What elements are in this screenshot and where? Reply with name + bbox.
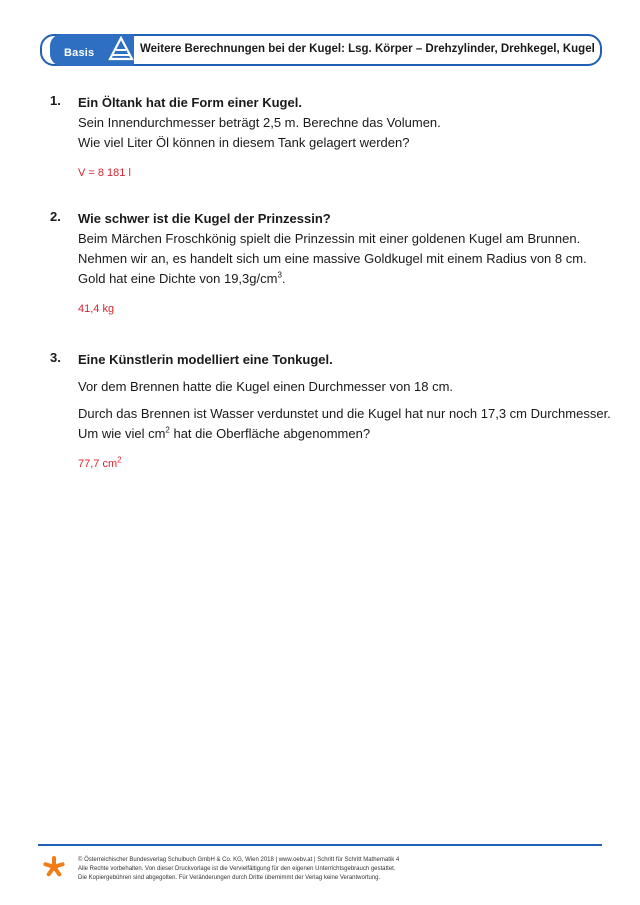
task-line: Beim Märchen Froschkönig spielt die Prinzessin mit einer goldenen Kugel am Brunnen.: [78, 231, 581, 246]
task-line: Sein Innendurchmesser beträgt 2,5 m. Berechne das Volumen.: [78, 115, 441, 130]
task-line: Wie viel Liter Öl können in diesem Tank gelagert werden?: [78, 135, 410, 150]
badge-label: Basis: [64, 47, 95, 59]
footer-copyright: [78, 856, 399, 883]
answer-text: 41,4 kg: [78, 303, 115, 315]
header-bar: [40, 34, 602, 66]
level-badge: [50, 34, 134, 66]
task-line: Nehmen wir an, es handelt sich um eine massive Goldkugel mit einem Radius von 8 cm.: [78, 251, 587, 266]
density-superscript: 3: [277, 270, 282, 280]
task-line: Durch das Brennen ist Wasser verdunstet und die Kugel hat nur noch 17,3 cm Durchmesser.: [78, 406, 611, 421]
oebv-logo-icon: [40, 854, 68, 882]
task-heading: Eine Künstlerin modelliert eine Tonkugel.: [78, 352, 333, 367]
density-suffix: .: [281, 271, 286, 286]
question-line: [78, 424, 618, 444]
task-heading: Wie schwer ist die Kugel der Prinzessin?: [78, 211, 331, 226]
density-prefix: Gold hat eine Dichte von 19,3g/cm: [78, 271, 278, 286]
footer-divider: [38, 844, 602, 846]
task-number: 2.: [50, 209, 61, 224]
question-superscript: 2: [165, 425, 170, 435]
answer-prefix: 77,7 cm: [78, 458, 118, 470]
footer-line-2: Alle Rechte vorbehalten. Von dieser Druckvorlage ist die Vervielfältigung für den eigenen Unterrichtsgebrauch gestattet.: [78, 866, 396, 872]
answer-superscript: 2: [117, 455, 122, 465]
page-title: Weitere Berechnungen bei der Kugel: Lsg. Körper – Drehzylinder, Drehkegel, Kugel: [140, 43, 595, 55]
density-line: [78, 269, 618, 289]
answer-text: V = 8 181 l: [78, 167, 131, 179]
footer-line-3: Die Kopiergebühren sind abgegolten. Für Veränderungen durch Dritte übernimmt der Verlag keine Verantwortung.: [78, 875, 381, 881]
task-line: Vor dem Brennen hatte die Kugel einen Durchmesser von 18 cm.: [78, 379, 454, 394]
task-number: 3.: [50, 350, 61, 365]
footer-line-1: © Österreichischer Bundesverlag Schulbuch GmbH & Co. KG, Wien 2018 | www.oebv.at | Schritt für Schritt Mathematik 4: [78, 857, 400, 863]
task-heading: Ein Öltank hat die Form einer Kugel.: [78, 95, 302, 110]
question-suffix: hat die Oberfläche abgenommen?: [169, 426, 371, 441]
answer-text: [78, 455, 618, 470]
question-prefix: Um wie viel cm: [78, 426, 166, 441]
triangle-level-icon: [108, 36, 134, 62]
task-number: 1.: [50, 93, 61, 108]
